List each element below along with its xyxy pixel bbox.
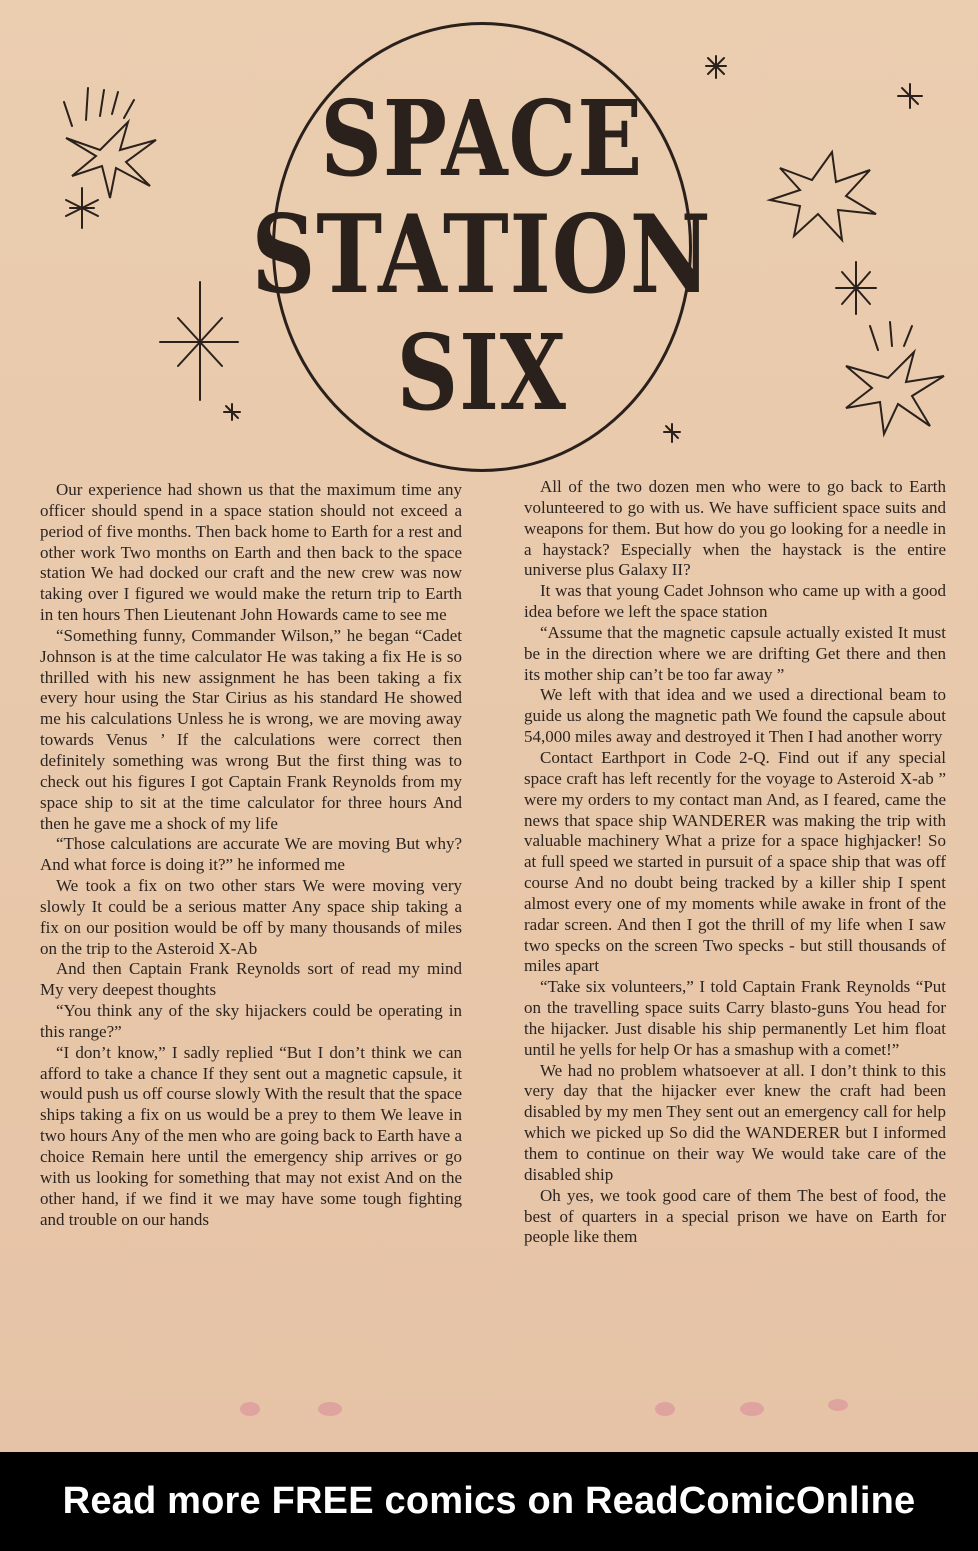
sparkle-icon: [706, 56, 726, 78]
paragraph: “Take six volunteers,” I told Captain Frank Reynolds “Put on the travelling space suits Carry blasto-guns You head for the hijacker. Just disable his ship permanently Let him float until he yells for help Or has a smashup with a comet!”: [524, 977, 946, 1059]
story-column-left: [40, 480, 462, 1230]
title-line-station: STATION: [251, 192, 713, 318]
starburst-icon: [64, 88, 156, 198]
paragraph: It was that young Cadet Johnson who came up with a good idea before we left the space station: [524, 581, 946, 622]
ink-smudges: [0, 1395, 978, 1435]
title-line-space: SPACE: [320, 77, 644, 200]
paragraph: “Something funny, Commander Wilson,” he began “Cadet Johnson is at the time calculator He was taking a fix He is so thrilled with his new assignment he has been taking a fix every hour using the Star Cirius as his standard He showed me his calculations Unless he is wrong, we are moving away towards Venus ’ If the calculations were correct then definitely something was wrong But the first thing was to check out his figures I got Captain Frank Reynolds from my space ship to sit at the time calculator for three hours And then he gave me a shock of my life: [40, 625, 462, 833]
starburst-icon: [770, 152, 876, 240]
paragraph: “Those calculations are accurate We are moving But why? And what force is doing it?” he informed me: [40, 834, 462, 875]
promo-footer-banner[interactable]: [0, 1452, 978, 1551]
promo-footer-text[interactable]: Read more FREE comics on ReadComicOnline: [62, 1480, 916, 1522]
paragraph: And then Captain Frank Reynolds sort of read my mind My very deepest thoughts: [40, 959, 462, 1000]
tiny-star-icon: [224, 404, 240, 420]
paragraph: All of the two dozen men who were to go back to Earth volunteered to go with us. We have sufficient space suits and weapons for them. But how do you go looking for a needle in a haystack? Especially when the haystack is the entire universe plus Galaxy II?: [524, 477, 946, 580]
cross-star-icon: [160, 282, 238, 400]
story-column-right: [524, 477, 946, 1248]
paragraph: We had no problem whatsoever at all. I don’t think to this very day that the hijacker ever knew the craft had been disabled by my men They sent out an emergency call for help which we picked up So did the WANDERER but I informed them to continue on their way We would take care of the disabled ship: [524, 1060, 946, 1184]
paragraph: “I don’t know,” I sadly replied “But I don’t think we can afford to take a chance If they sent out a magnetic capsule, it would push us off course slowly With the result that the space ships taking a fix on us would be a prey to them We leave in two hours Any of the men who are going back to Earth have a choice Remain here until the emergency ship arrives or go with us looking for something that may not exist And on the other hand, if we find it we may have some tough fighting and trouble on our hands: [40, 1042, 462, 1229]
tiny-star-icon: [664, 424, 680, 442]
sparkle-icon: [898, 84, 922, 108]
paragraph: We left with that idea and we used a directional beam to guide us along the magnetic path We found the capsule about 54,000 miles away and destroyed it Then I had another worry: [524, 685, 946, 747]
paragraph: “You think any of the sky hijackers could be operating in this range?”: [40, 1001, 462, 1041]
paragraph: “Assume that the magnetic capsule actually existed It must be in the direction where we are drifting Get there and then its mother ship can’t be too far away ”: [524, 622, 946, 684]
paragraph: Contact Earthport in Code 2-Q. Find out if any special space craft has left recently for the voyage to Asteroid X-ab ” were my orders to my contact man And, as I feared, came the news that space ship WANDERER was making the trip with valuable machinery What a prize for a space highjacker! So at full speed we started in pursuit of a space ship that was off course And no doubt being tracked by a killer ship I spent almost every one of my moments while awake in front of the radar screen. And then I got the thrill of my life when I saw two specks on the screen Two specks - but still thousands of miles apart: [524, 747, 946, 976]
paragraph: Our experience had shown us that the maximum time any officer should spend in a space station should not exceed a period of five months. Then back home to Earth for a rest and other work Two months on Earth and then back to the space station We had docked our craft and the new crew was now taking over I figured we would make the return trip to Earth in ten hours Then Lieutenant John Howards came to see me: [40, 480, 462, 625]
title-line-six: SIX: [396, 311, 568, 434]
title-circle: [251, 22, 713, 472]
starburst-icon: [846, 322, 944, 434]
sparkle-icon: [66, 188, 98, 228]
sparkle-icon: [836, 262, 876, 314]
paragraph: We took a fix on two other stars We were moving very slowly It could be a serious matter Any space ship taking a fix on our position would be off by many thousands of miles on the trip to the Asteroid X-Ab: [40, 876, 462, 958]
paragraph: Oh yes, we took good care of them The best of food, the best of quarters in a special prison we have on Earth for people like them: [524, 1185, 946, 1247]
